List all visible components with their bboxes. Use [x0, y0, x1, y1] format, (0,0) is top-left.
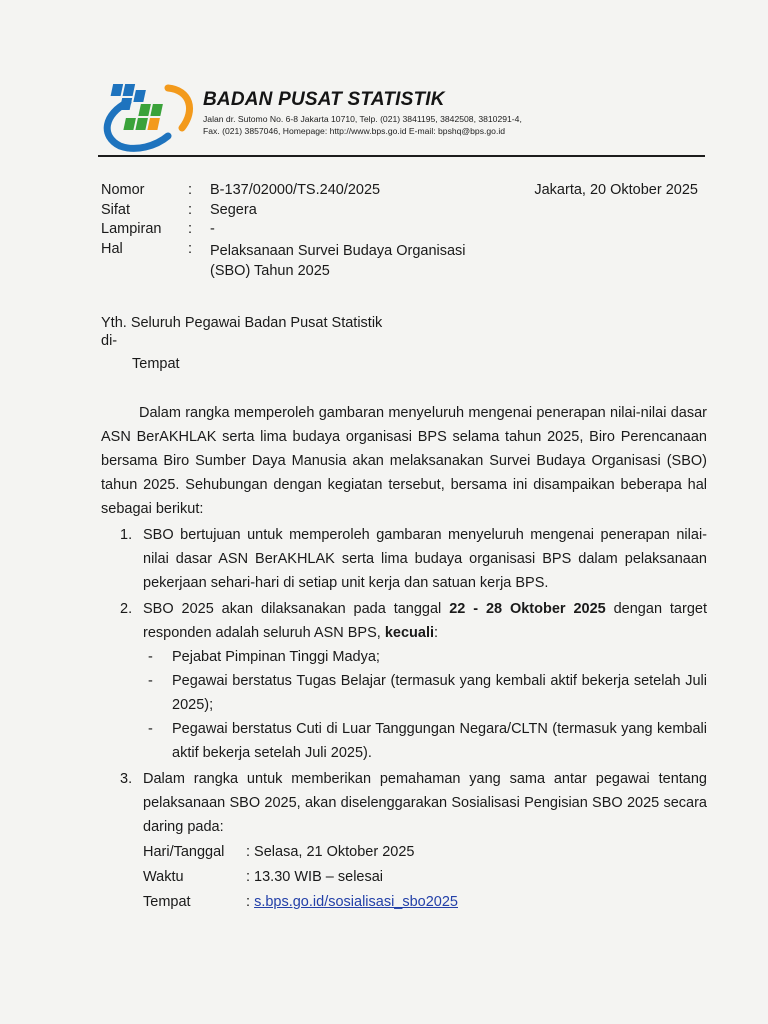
recipient-block — [101, 314, 382, 373]
meta-label: Lampiran — [101, 221, 162, 237]
schedule-value: : 13.30 WIB – selesai — [246, 869, 384, 885]
exception-text: Pejabat Pimpinan Tinggi Madya; — [172, 649, 380, 665]
letter-date: Jakarta, 20 Oktober 2025 — [534, 182, 698, 198]
recipient-place: Tempat — [132, 356, 180, 372]
recipient-line: di- — [101, 333, 118, 349]
list-item — [143, 645, 707, 669]
text-run: : — [434, 625, 439, 641]
meta-value: B-137/02000/TS.240/2025 — [210, 182, 381, 198]
meta-value — [210, 241, 466, 281]
item-list — [101, 523, 707, 915]
list-item — [101, 523, 707, 595]
list-item — [101, 597, 707, 765]
exception-list — [143, 645, 707, 765]
meta-colon: : — [188, 201, 193, 218]
schedule-row — [143, 840, 707, 865]
schedule-value: : Selasa, 21 Oktober 2025 — [246, 844, 415, 860]
schedule-row — [143, 890, 707, 915]
dash-bullet: - — [148, 721, 153, 737]
schedule-label: Hari/Tanggal — [143, 844, 225, 860]
meta-value: - — [210, 221, 215, 237]
dash-bullet: - — [148, 649, 153, 665]
org-address — [203, 113, 522, 137]
item-number: 3. — [120, 771, 133, 787]
intro-paragraph: Dalam rangka memperoleh gambaran menyeluruh mengenai penerapan nilai-nilai dasar ASN BerAKHLAK serta lima budaya organisasi BPS selama tahun 2025, Biro Perencanaan bersama Biro Sumber Daya Manusia akan melaksanakan Survei Budaya Organisasi (SBO) tahun 2025. Sehubungan dengan kegiatan tersebut, bersama ini disampaikan beberapa hal sebagai berikut: — [101, 405, 707, 517]
letter-body — [101, 401, 707, 915]
item-number: 1. — [120, 527, 133, 543]
meta-colon: : — [188, 182, 193, 198]
exception-text: Pegawai berstatus Cuti di Luar Tanggungan Negara/CLTN (termasuk yang kembali aktif bekerja setelah Juli 2025). — [172, 721, 707, 761]
org-name: BADAN PUSAT STATISTIK — [203, 89, 445, 110]
hal-line: (SBO) Tahun 2025 — [210, 262, 330, 279]
bps-logo-icon — [98, 80, 198, 152]
schedule-block — [143, 840, 707, 915]
exception-text: Pegawai berstatus Tugas Belajar (termasuk yang kembali aktif bekerja setelah Juli 2025); — [172, 673, 707, 713]
item-number: 2. — [120, 601, 133, 617]
meta-label: Sifat — [101, 201, 131, 218]
text-run: dengan target responden adalah seluruh ASN BPS, — [143, 601, 707, 641]
letterhead-divider — [98, 155, 705, 157]
address-line: Fax. (021) 3857046, Homepage: http://www.bps.go.id E-mail: bpshq@bps.go.id — [203, 126, 506, 136]
item-text: Dalam rangka untuk memberikan pemahaman yang sama antar pegawai tentang pelaksanaan SBO 2025, akan diselenggarakan Sosialisasi Pengisian SBO 2025 secara daring pada: — [143, 771, 707, 835]
schedule-label: Waktu — [143, 869, 184, 885]
list-item — [143, 717, 707, 765]
schedule-colon: : — [246, 894, 255, 910]
list-item — [101, 767, 707, 915]
schedule-label: Tempat — [143, 894, 191, 910]
meta-colon: : — [188, 240, 193, 257]
schedule-value — [246, 890, 458, 914]
item-text — [143, 597, 707, 645]
recipient-line: Yth. Seluruh Pegawai Badan Pusat Statistik — [101, 315, 383, 331]
list-item — [143, 669, 707, 717]
schedule-row — [143, 865, 707, 890]
item-text: SBO bertujuan untuk memperoleh gambaran menyeluruh mengenai penerapan nilai-nilai dasar ASN BerAKHLAK serta lima budaya organisasi BPS dalam pelaksanaan pekerjaan sehari-hari di setiap unit kerja dan satuan kerja BPS. — [143, 527, 707, 591]
meta-label: Hal — [101, 240, 123, 257]
survey-dates: 22 - 28 Oktober 2025 — [449, 601, 606, 617]
address-line: Jalan dr. Sutomo No. 6-8 Jakarta 10710, Telp. (021) 3841195, 3842508, 3810291-4, — [203, 114, 522, 124]
dash-bullet: - — [148, 673, 153, 689]
sosialisasi-link[interactable]: s.bps.go.id/sosialisasi_sbo2025 — [254, 894, 458, 910]
meta-label: Nomor — [101, 182, 145, 198]
except-word: kecuali — [384, 625, 434, 641]
text-run: SBO 2025 akan dilaksanakan pada tanggal — [143, 601, 450, 617]
meta-value: Segera — [210, 201, 257, 218]
meta-colon: : — [188, 221, 193, 237]
hal-line: Pelaksanaan Survei Budaya Organisasi — [210, 242, 466, 259]
